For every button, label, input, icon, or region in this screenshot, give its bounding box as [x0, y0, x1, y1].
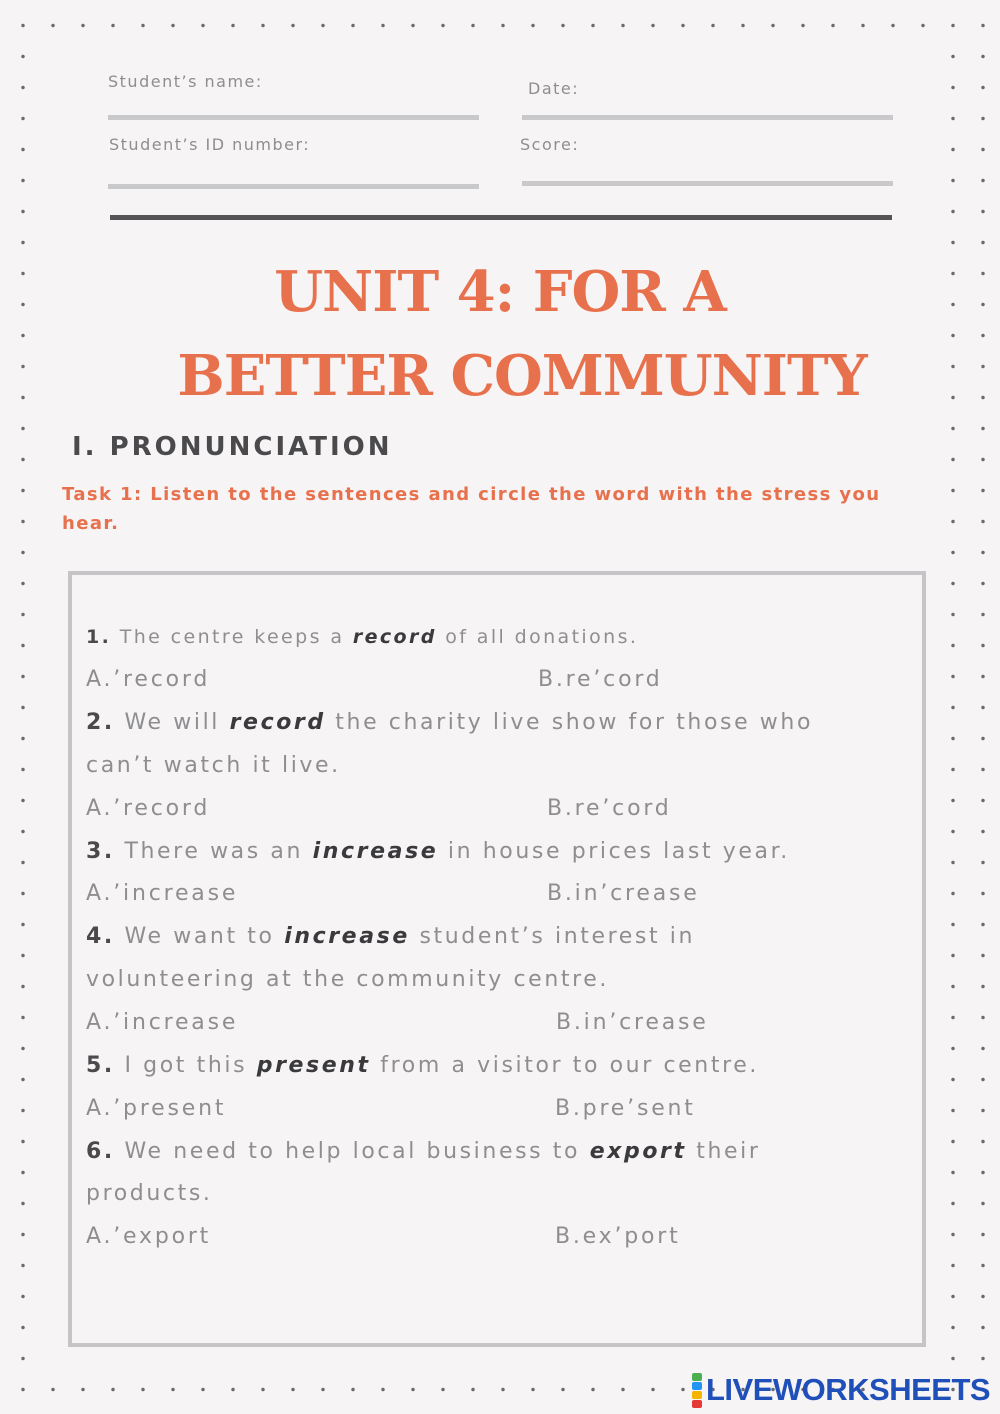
question-number: 2.	[86, 710, 115, 735]
liveworksheets-logo-icon	[692, 1373, 702, 1408]
question-6-option-a[interactable]: A.’export	[86, 1224, 212, 1249]
keyword: record	[229, 710, 326, 735]
date-line[interactable]	[522, 115, 893, 120]
keyword: record	[352, 626, 437, 648]
logo-icon-block	[692, 1400, 702, 1408]
logo-icon-block	[692, 1373, 702, 1381]
score-label: Score:	[520, 135, 580, 154]
question-1-option-a[interactable]: A.’record	[86, 667, 211, 692]
score-line[interactable]	[522, 181, 893, 186]
question-3-option-b[interactable]: B.in’crease	[547, 881, 700, 906]
section-heading: I. PRONUNCIATION	[72, 432, 393, 462]
question-1-line-1: 1. The centre keeps a record of all donations.	[86, 626, 639, 648]
question-2-option-a[interactable]: A.’record	[86, 796, 211, 821]
question-1-option-b[interactable]: B.re’cord	[538, 667, 663, 692]
unit-title-line-2: BETTER COMMUNITY	[177, 343, 867, 409]
keyword: export	[589, 1139, 687, 1164]
student-id-label: Student’s ID number:	[109, 135, 311, 154]
question-4-option-a[interactable]: A.’increase	[86, 1010, 239, 1035]
liveworksheets-logo-text: LIVEWORKSHEETS	[706, 1372, 991, 1407]
keyword: increase	[284, 924, 410, 949]
question-6-option-b[interactable]: B.ex’port	[555, 1224, 681, 1249]
question-4-line-2: volunteering at the community centre.	[86, 967, 609, 992]
question-2-line-2: can’t watch it live.	[86, 753, 341, 778]
student-name-label: Student’s name:	[108, 72, 263, 91]
question-number: 6.	[86, 1139, 115, 1164]
student-name-line[interactable]	[108, 115, 479, 120]
keyword: increase	[312, 839, 439, 864]
unit-title-line-1: UNIT 4: FOR A	[274, 259, 726, 325]
question-2-option-b[interactable]: B.re’cord	[547, 796, 672, 821]
logo-icon-block	[692, 1382, 702, 1390]
date-label: Date:	[528, 79, 580, 98]
liveworksheets-logo[interactable]	[692, 1372, 990, 1408]
question-4-line-1: 4. We want to increase student’s interest in	[86, 924, 696, 949]
student-id-line[interactable]	[108, 184, 479, 189]
question-3-line-1: 3. There was an increase in house prices last year.	[86, 839, 790, 864]
question-number: 4.	[86, 924, 115, 949]
question-5-option-a[interactable]: A.’present	[86, 1096, 227, 1121]
question-6-line-2: products.	[86, 1181, 213, 1206]
question-number: 5.	[86, 1053, 115, 1078]
question-5-line-1: 5. I got this present from a visitor to our centre.	[86, 1053, 759, 1078]
question-number: 3.	[86, 839, 115, 864]
logo-icon-block	[692, 1391, 702, 1399]
question-3-option-a[interactable]: A.’increase	[86, 881, 239, 906]
header-divider	[110, 215, 892, 220]
keyword: present	[256, 1053, 371, 1078]
question-2-line-1: 2. We will record the charity live show for those who	[86, 710, 814, 735]
question-5-option-b[interactable]: B.pre’sent	[555, 1096, 696, 1121]
question-6-line-1: 6. We need to help local business to export their	[86, 1139, 761, 1164]
question-4-option-b[interactable]: B.in’crease	[556, 1010, 709, 1035]
question-number: 1.	[86, 626, 112, 648]
task-instruction: Task 1: Listen to the sentences and circle the word with the stress you hear.	[62, 484, 881, 534]
